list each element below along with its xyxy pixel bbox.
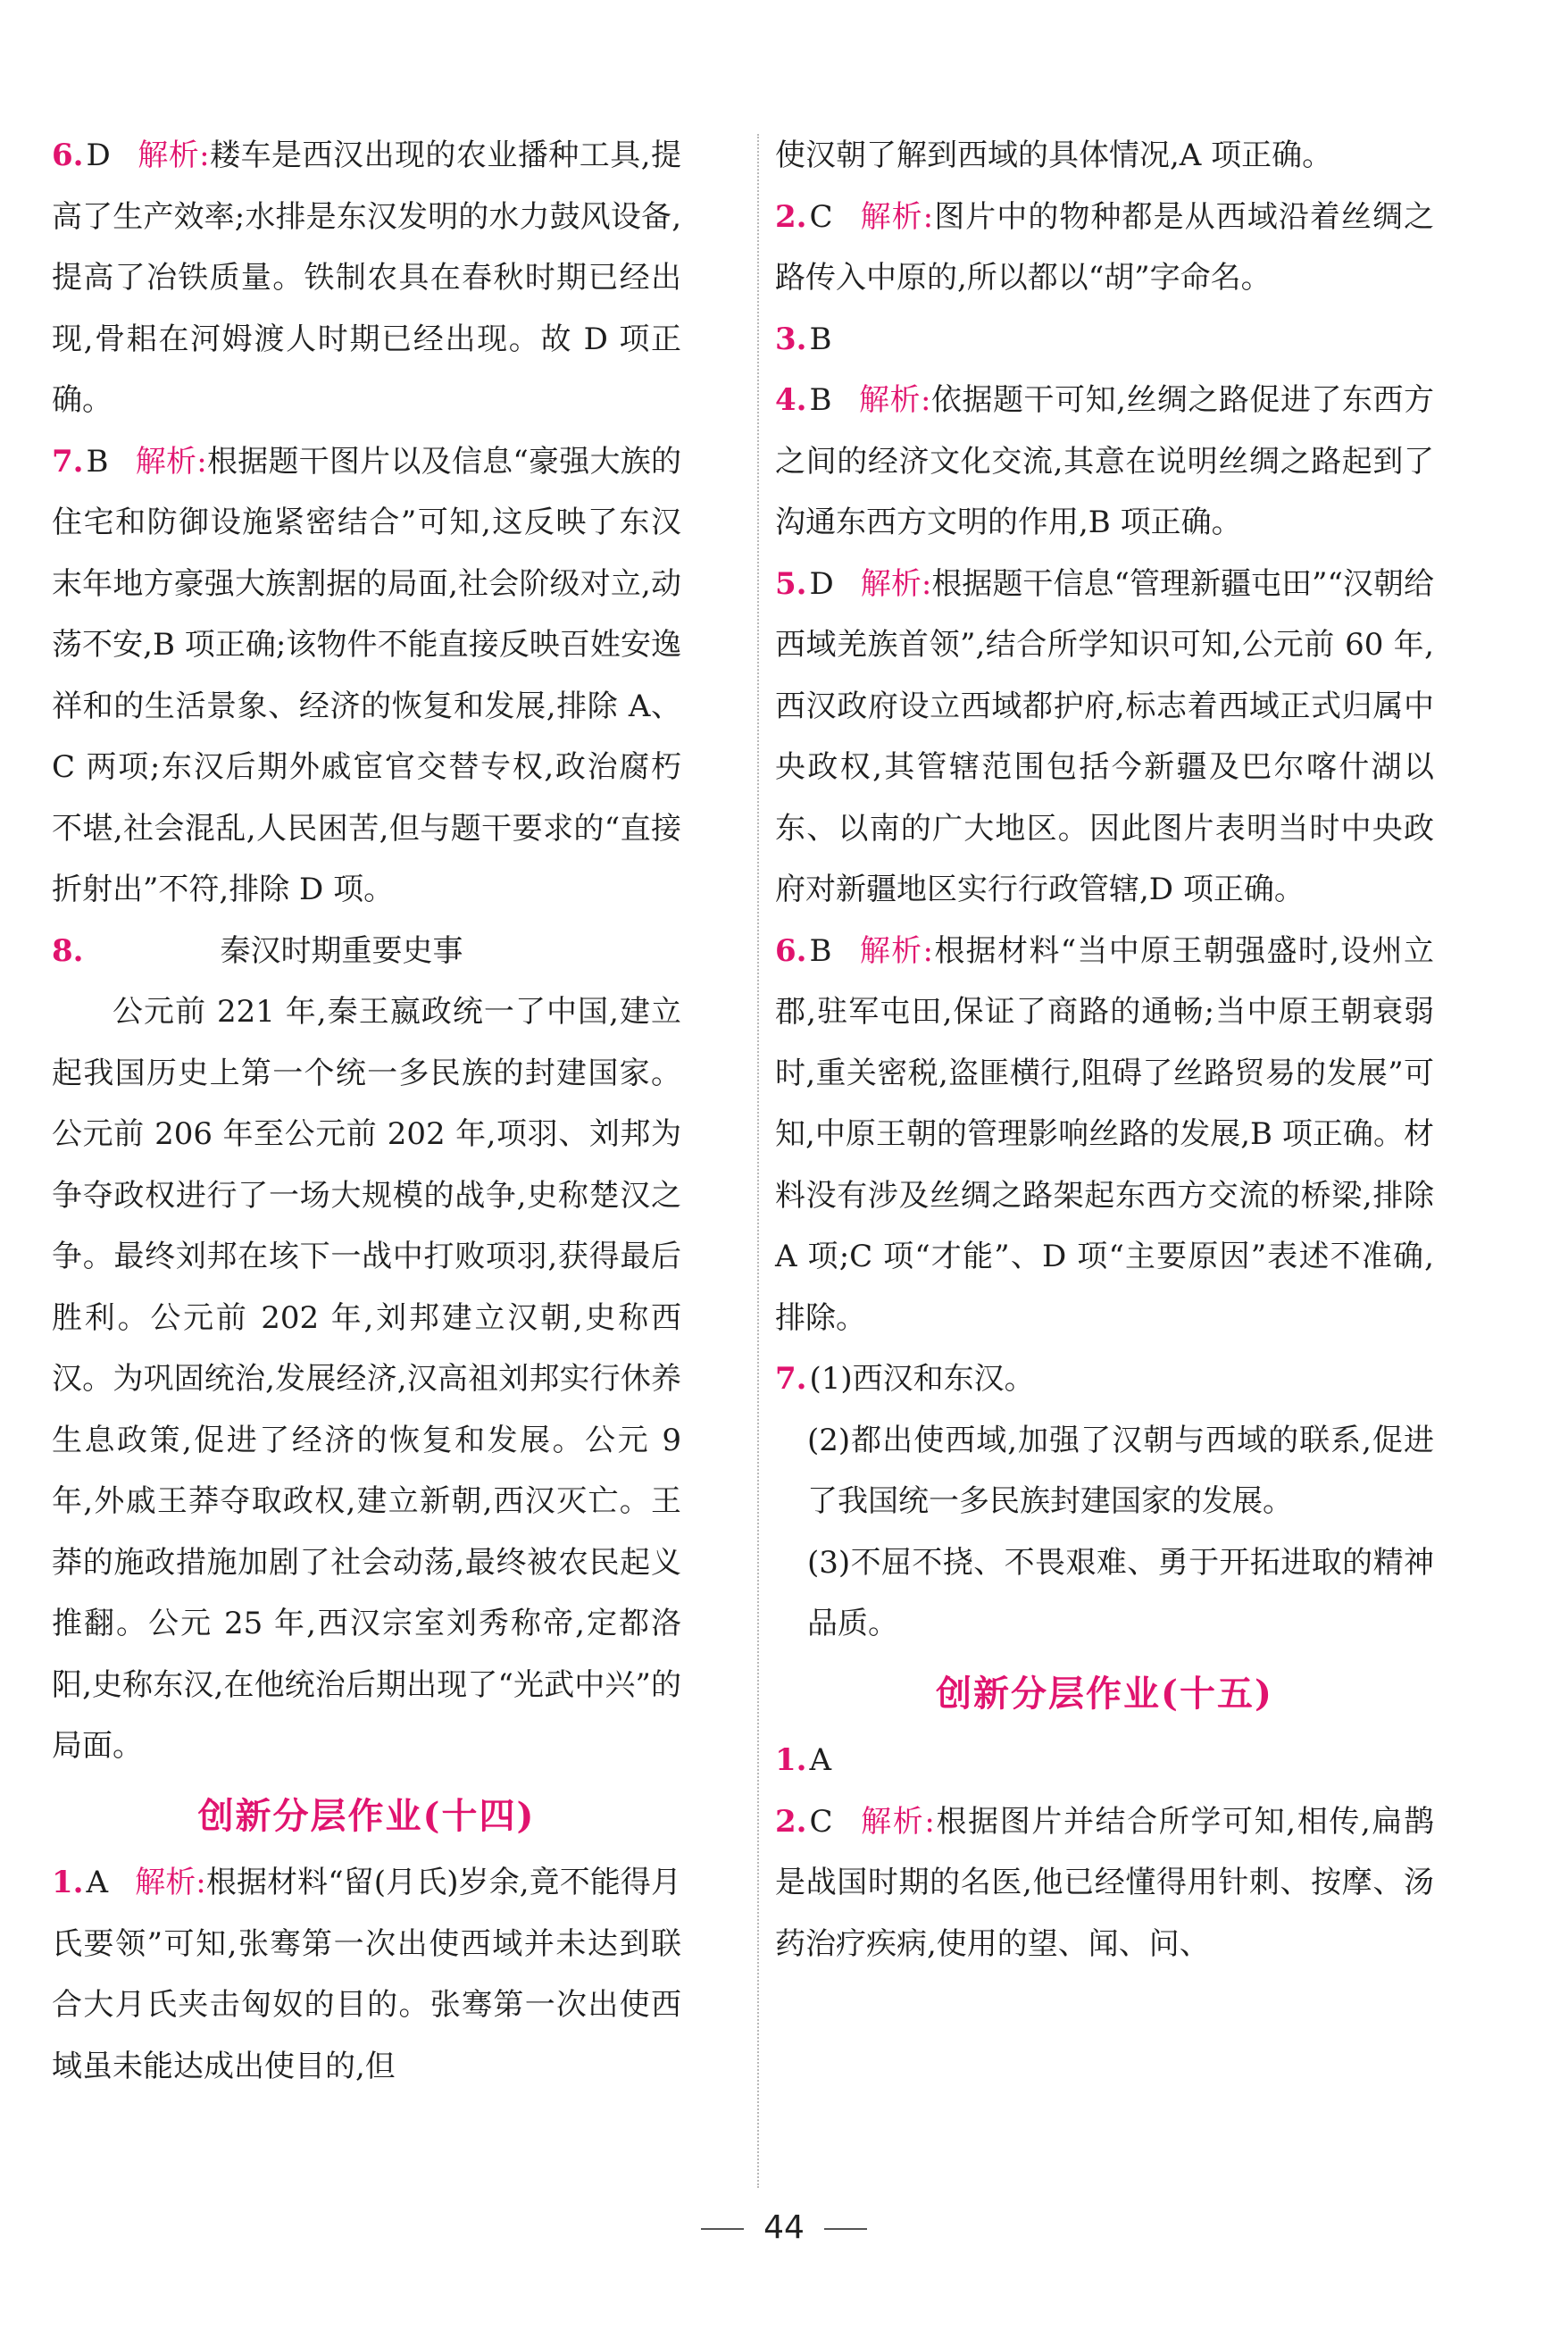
answer-item [775,921,1434,1349]
page-number-text: 44 [763,2209,805,2246]
right-column [775,125,1434,1974]
essay-body: 公元前 221 年,秦王嬴政统一了中国,建立起我国历史上第一个统一多民族的封建国家。公元前 206 年至公元前 202 年,项羽、刘邦为争夺政权进行了一场大规模的战争,史称楚汉之争。最终刘邦在垓下一战中打败项羽,获得最后胜利。公元前 202 年,刘邦建立汉朝,史称西汉。为巩固统治,发展经济,汉高祖刘邦实行休养生息政策,促进了经济的恢复和发展。公元 9 年,外戚王莽夺取政权,建立新朝,西汉灭亡。王莽的施政措施加剧了社会动荡,最终被农民起义推翻。公元 25 年,西汉宗室刘秀称帝,定都洛阳,史称东汉,在他统治后期出现了“光武中兴”的局面。 [52,994,681,1764]
question-number: 1. [52,1865,84,1900]
answer-letter: A [86,1865,109,1900]
analysis-tag: 解析: [859,1803,935,1840]
analysis-text: 根据题干信息“管理新疆屯田”“汉朝给西域羌族首领”,结合所学知识可知,公元前 60 年,西汉政府设立西域都护府,标志着西域正式归属中央政权,其管辖范围包括今新疆及巴尔喀什湖以东、以南的广大地区。因此图片表明当时中央政府对新疆地区实行行政管辖,D 项正确。 [775,565,1434,907]
answer-item [52,125,681,431]
answer-letter: D [809,565,834,602]
sub-answer-2: (2)都出使西域,加强了汉朝与西域的联系,促进了我国统一多民族封建国家的发展。 [807,1422,1434,1519]
continuation-text: 使汉朝了解到西域的具体情况,A 项正确。 [775,138,1333,173]
answer-item [52,1852,681,2097]
answer-letter: B [809,932,832,969]
analysis-tag: 解析: [858,382,931,418]
analysis-tag: 解析: [135,443,207,480]
answer-letter: C [809,198,833,235]
question-number: 4. [775,382,807,418]
page-number [0,2209,1568,2246]
question-number: 2. [775,198,807,235]
analysis-text: 耧车是西汉出现的农业播种工具,提高了生产效率;水排是东汉发明的水力鼓风设备,提高了冶铁质量。铁制农具在春秋时期已经出现,骨耜在河姆渡人时期已经出现。故 D 项正确。 [52,138,681,418]
sub-answer-3: (3)不屈不挠、不畏艰难、勇于开拓进取的精神品质。 [807,1544,1434,1641]
answer-letter: B [809,382,832,418]
analysis-text: 图片中的物种都是从西域沿着丝绸之路传入中原的,所以都以“胡”字命名。 [775,198,1434,296]
analysis-text: 根据材料“当中原王朝强盛时,设州立郡,驻军屯田,保证了商路的通畅;当中原王朝衰弱时,重关密税,盗匪横行,阻碍了丝路贸易的发展”可知,中原王朝的管理影响丝路的发展,B 项正确。材料没有涉及丝绸之路架起东西方交流的桥梁,排除 A 项;C 项“才能”、D 项“主要原因”表述不准确,排除。 [775,932,1434,1336]
analysis-tag: 解析: [859,198,934,235]
answer-letter: A [809,1742,832,1778]
question-number: 3. [775,321,807,357]
answer-item [775,309,1434,371]
question-number: 7. [775,1361,807,1397]
question-number: 1. [775,1742,807,1778]
question-number: 6. [52,138,84,173]
section-title: 创新分层作业(十四) [197,1794,536,1837]
question-number: 8. [52,932,84,969]
answer-item [52,431,681,921]
answer-item [775,370,1434,554]
dash-left [701,2228,744,2230]
answer-item [775,1791,1434,1975]
analysis-text: 根据图片并结合所学可知,相传,扁鹊是战国时期的名医,他已经懂得用针刺、按摩、汤药治疗疾病,使用的望、闻、问、 [775,1803,1434,1962]
column-divider [757,134,759,2188]
essay-title: 秦汉时期重要史事 [220,932,463,969]
analysis-tag: 解析: [860,565,932,602]
left-column [52,125,681,2097]
section-title: 创新分层作业(十五) [936,1672,1273,1715]
dash-right [824,2228,867,2230]
question-number: 2. [775,1803,807,1840]
answer-item [775,187,1434,309]
answer-item [775,554,1434,921]
essay-item [52,921,681,982]
analysis-tag: 解析: [135,1865,206,1900]
answer-letter: B [86,443,109,480]
answer-letter: B [809,321,832,357]
analysis-tag: 解析: [137,138,210,173]
question-number: 6. [775,932,807,969]
question-number: 5. [775,565,807,602]
question-number: 7. [52,443,84,480]
analysis-text: 依据题干可知,丝绸之路促进了东西方之间的经济文化交流,其意在说明丝绸之路起到了沟通东西方文明的作用,B 项正确。 [775,382,1434,540]
analysis-tag: 解析: [858,932,933,969]
analysis-text: 根据题干图片以及信息“豪强大族的住宅和防御设施紧密结合”可知,这反映了东汉末年地方豪强大族割据的局面,社会阶级对立,动荡不安,B 项正确;该物件不能直接反映百姓安逸祥和的生活景象、经济的恢复和发展,排除 A、C 两项;东汉后期外戚宦官交替专权,政治腐朽不堪,社会混乱,人民困苦,但与题干要求的“直接折射出”不符,排除 D 项。 [52,443,681,907]
analysis-text: 根据材料“留(月氏)岁余,竟不能得月氏要领”可知,张骞第一次出使西域并未达到联合大月氏夹击匈奴的目的。张骞第一次出使西域虽未能达成出使目的,但 [52,1865,681,2084]
answer-item [775,1730,1434,1791]
answer-item-q7 [775,1348,1434,1410]
answer-letter: D [86,138,111,173]
sub-answer-1: (1)西汉和东汉。 [809,1361,1035,1397]
answer-letter: C [809,1803,833,1840]
